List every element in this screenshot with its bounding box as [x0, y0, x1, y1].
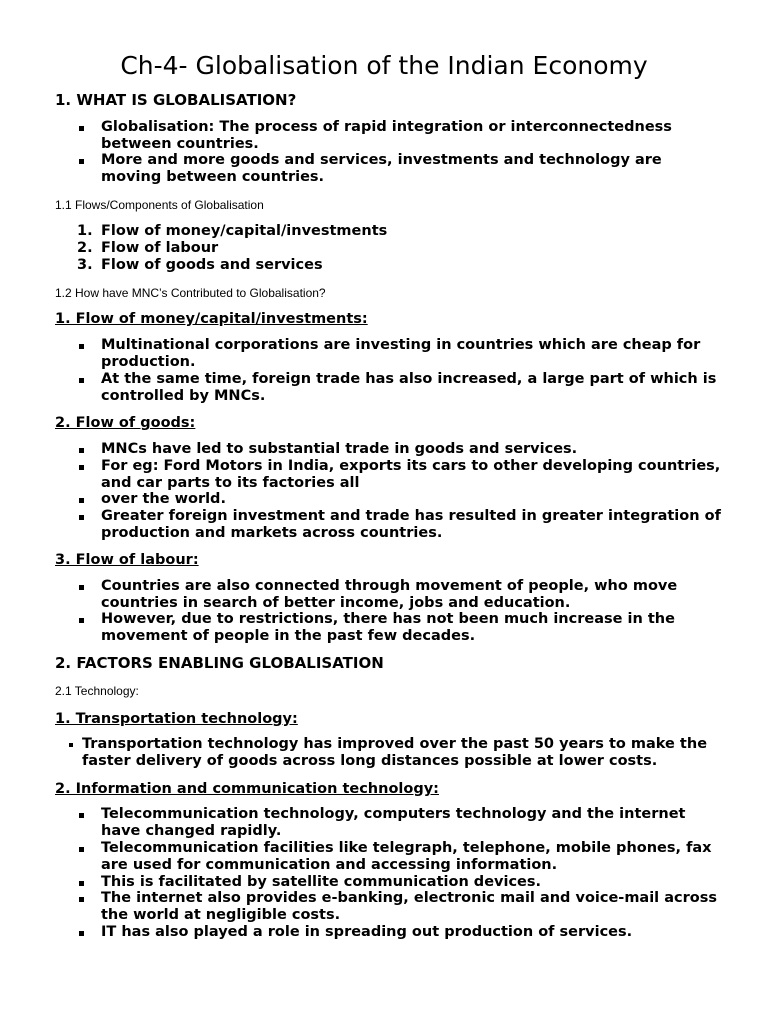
- subsection-heading-flows: 1.1 Flows/Components of Globalisation: [55, 198, 264, 212]
- list-item: Flow of labour: [101, 240, 219, 256]
- bullet-marker: [79, 515, 84, 520]
- topic-heading-money: 1. Flow of money/capital/investments:: [55, 311, 368, 327]
- list-item: Flow of money/capital/investments: [101, 223, 388, 239]
- bullet-marker: [79, 813, 84, 818]
- bullet-marker: [79, 618, 84, 623]
- bullet-marker: [79, 448, 84, 453]
- topic-heading-goods: 2. Flow of goods:: [55, 415, 196, 431]
- list-number: 1.: [77, 223, 93, 239]
- list-item: This is facilitated by satellite communication devices.: [101, 874, 542, 890]
- subsection-heading-technology: 2.1 Technology:: [55, 684, 139, 698]
- list-item: For eg: Ford Motors in India, exports its cars to other developing countries, and car parts to its factories all: [101, 458, 721, 491]
- list-item: over the world.: [101, 491, 226, 507]
- topic-heading-labour: 3. Flow of labour:: [55, 552, 199, 568]
- list-item: Telecommunication facilities like telegraph, telephone, mobile phones, fax are used for communication and accessing information.: [101, 840, 712, 873]
- list-item: Telecommunication technology, computers technology and the internet have changed rapidly.: [101, 806, 686, 839]
- bullet-marker: [79, 378, 84, 383]
- list-item: The internet also provides e-banking, electronic mail and voice-mail across the world at negligible costs.: [101, 890, 717, 923]
- bullet-marker: [79, 585, 84, 590]
- list-item: Globalisation: The process of rapid integration or interconnectedness between countries.: [101, 119, 672, 152]
- topic-heading-transport: 1. Transportation technology:: [55, 711, 298, 727]
- section-heading-factors: 2. FACTORS ENABLING GLOBALISATION: [55, 654, 384, 672]
- section-heading-what-is-globalisation: 1. WHAT IS GLOBALISATION?: [55, 91, 297, 109]
- bullet-marker: [69, 743, 73, 747]
- list-item: Greater foreign investment and trade has resulted in greater integration of production and markets across countries.: [101, 508, 721, 541]
- subsection-heading-mnc: 1.2 How have MNC’s Contributed to Globalisation?: [55, 286, 326, 300]
- list-item: Transportation technology has improved over the past 50 years to make the faster delivery of goods across long distances possible at lower costs.: [82, 736, 708, 769]
- list-item: IT has also played a role in spreading out production of services.: [101, 924, 633, 940]
- bullet-marker: [79, 465, 84, 470]
- bullet-marker: [79, 498, 84, 503]
- bullet-marker: [79, 344, 84, 349]
- bullet-marker: [79, 931, 84, 936]
- list-item: Flow of goods and services: [101, 257, 323, 273]
- list-item: Multinational corporations are investing in countries which are cheap for production.: [101, 337, 701, 370]
- topic-heading-ict: 2. Information and communication technology:: [55, 781, 439, 797]
- bullet-marker: [79, 159, 84, 164]
- bullet-marker: [79, 881, 84, 886]
- list-number: 3.: [77, 257, 93, 273]
- list-item: Countries are also connected through movement of people, who move countries in search of better income, jobs and education.: [101, 578, 678, 611]
- bullet-marker: [79, 897, 84, 902]
- list-item: MNCs have led to substantial trade in goods and services.: [101, 441, 578, 457]
- page-title: Ch-4- Globalisation of the Indian Economy: [120, 51, 648, 80]
- list-item: However, due to restrictions, there has not been much increase in the movement of people in the past few decades.: [101, 611, 675, 644]
- bullet-marker: [79, 847, 84, 852]
- bullet-marker: [79, 126, 84, 131]
- list-item: More and more goods and services, investments and technology are moving between countries.: [101, 152, 662, 185]
- list-item: At the same time, foreign trade has also increased, a large part of which is controlled by MNCs.: [101, 371, 717, 404]
- list-number: 2.: [77, 240, 93, 256]
